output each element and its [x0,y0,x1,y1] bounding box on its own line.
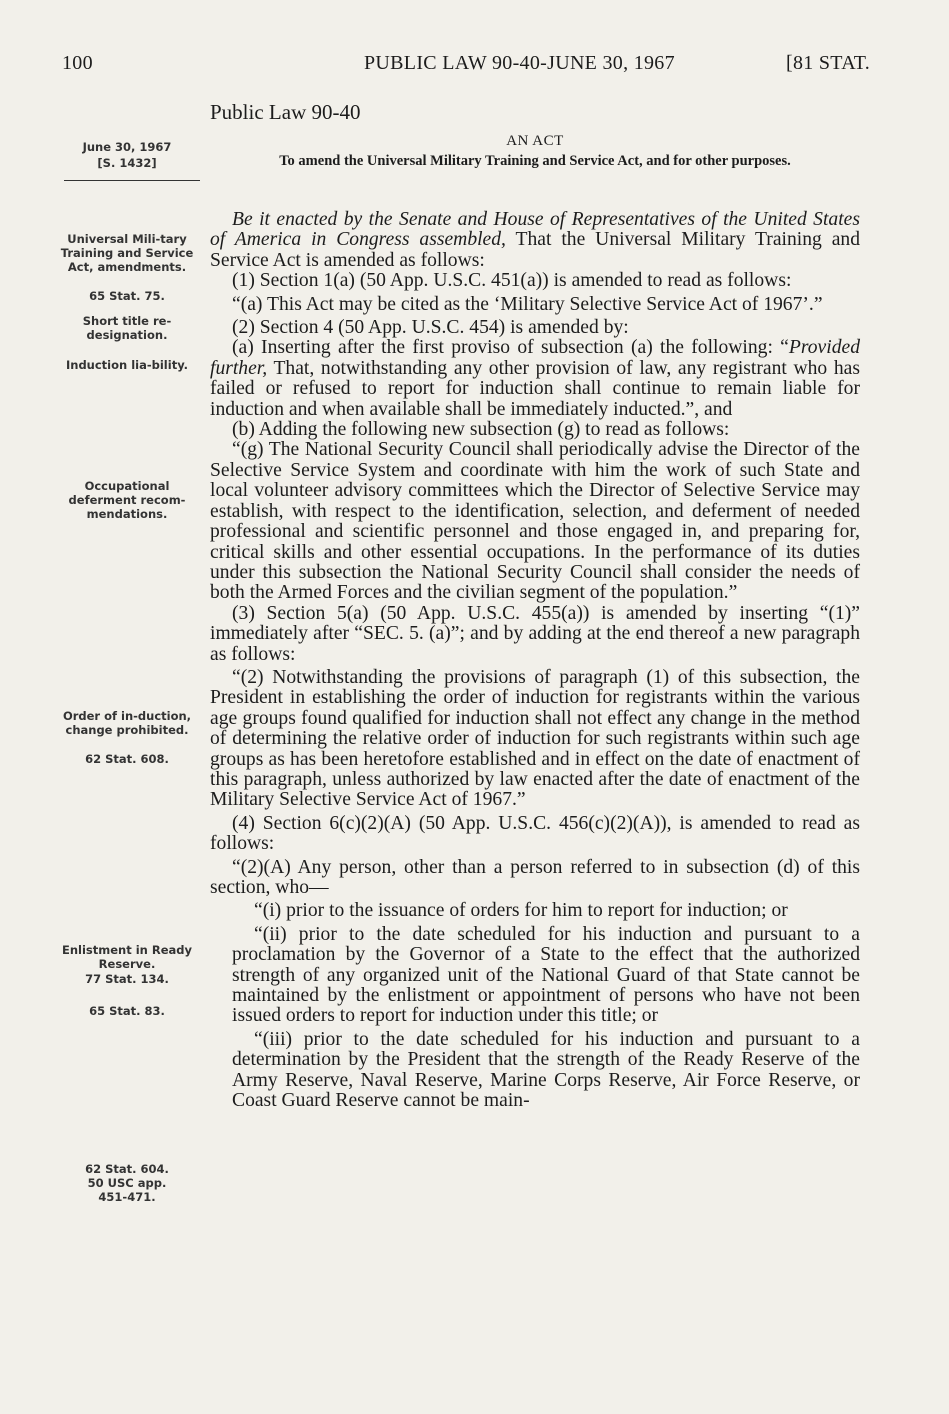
margin-note: Enlistment in Ready Reserve. [61,943,192,971]
paragraph: (1) Section 1(a) (50 App. U.S.C. 451(a)) is amended to read as follows: [232,270,792,292]
clause: “(ii) prior to the date scheduled for his induction and pursuant to a proclamation by the Governor of a State to the effect that the authorized strength of any organized unit of the National Guard of that State cannot be maintained by the enlistment or appointment of persons who have not been issued orders to report for induction under this title; or [232,923,860,1027]
paragraph: “(g) The National Security Council shall periodically advise the Director of the Selective Service System and coordinate with him the work of such State and local volunteer advisory committees which the Director of Selective Service may establish, with respect to the identification, selection, and deferment of needed professional and scientific personnel and those engaged in, and preparing for, critical skills and other essential occupations. In the performance of its duties under this subsection the National Security Council shall consider the needs of both the Armed Forces and the civilian segment of the population.” [210,439,860,604]
text-run: That, notwithstanding any other provision of law, any registrant who has failed or refused to report for induction shall continue to remain liable for induction and when available shall be immediately inducted.”, and [210,357,860,420]
volume-reference: [81 STAT. [786,52,871,74]
proviso-italic: Provided further, [210,337,860,379]
clause: “(iii) prior to the date scheduled for his induction and pursuant to a determination by the President that the strength of the Ready Reserve of the Army Reserve, Naval Reserve, Marine Corps Reserve, Air Force Reserve, or Coast Guard Reserve cannot be main- [232,1028,860,1112]
margin-divider [64,180,200,181]
act-purpose: To amend the Universal Military Training and Service Act, and for other purposes. [279,153,791,169]
clause: “(i) prior to the issuance of orders for him to report for induction; or [254,900,788,922]
running-header: PUBLIC LAW 90-40-JUNE 30, 1967 [364,52,675,74]
margin-note: Order of in-duction, change prohibited. [62,709,192,737]
paragraph: “(2)(A) Any person, other than a person referred to in subsection (d) of this section, who— [210,856,860,898]
text-run: (a) Inserting after the first proviso of subsection (a) the following: “ [232,337,789,359]
public-law-label: Public Law 90-40 [210,100,361,124]
paragraph: (3) Section 5(a) (50 App. U.S.C. 455(a)) is amended by inserting “(1)” immediately after “SEC. 5. (a)”; and by adding at the end thereof a new paragraph as follows: [210,602,860,665]
margin-note: 62 Stat. 608. [85,752,169,766]
paragraph [210,338,860,420]
margin-bill: [S. 1432] [97,156,157,170]
margin-note: 65 Stat. 83. [89,1004,165,1018]
margin-note: 62 Stat. 604. [85,1162,169,1176]
act-body [210,210,860,1111]
margin-note: Occupational deferment recom-mendations. [68,479,186,521]
margin-date: June 30, 1967 [82,140,172,154]
act-heading: AN ACT [506,133,564,149]
paragraph: (b) Adding the following new subsection (g) to read as follows: [232,419,730,441]
enacting-text: That the Universal Military Training and Service Act is amended as follows: [210,229,860,271]
enacting-formula: Be it enacted by the Senate and House of Representatives of the United States of America in Congress assembled, [210,209,860,251]
paragraph: (2) Section 4 (50 App. U.S.C. 454) is amended by: [232,317,629,339]
margin-note: 65 Stat. 75. [89,289,165,303]
margin-note: 50 USC app. [87,1176,167,1190]
margin-note: Universal Mili-tary Training and Service Act, amendments. [60,232,194,274]
paragraph: “(2) Notwithstanding the provisions of paragraph (1) of this subsection, the President in establishing the order of induction for registrants within the various age groups found qualified for induction shall not effect any change in the method of determining the relative order of induction for such registrants within such age groups as has been heretofore established and in effect on the date of enactment of this paragraph, unless authorized by law enacted after the date of enactment of the Military Selective Service Act of 1967.” [210,666,860,811]
paragraph: (4) Section 6(c)(2)(A) (50 App. U.S.C. 456(c)(2)(A)), is amended to read as follows: [210,812,860,855]
margin-note: 451-471. [98,1190,156,1204]
enacting-clause [210,210,860,271]
paragraph: “(a) This Act may be cited as the ‘Military Selective Service Act of 1967’.” [232,293,823,315]
margin-note: Induction lia-bility. [65,358,188,372]
margin-note: Short title re-designation. [82,314,172,342]
page-number: 100 [62,52,93,74]
margin-note: 77 Stat. 134. [85,972,169,986]
